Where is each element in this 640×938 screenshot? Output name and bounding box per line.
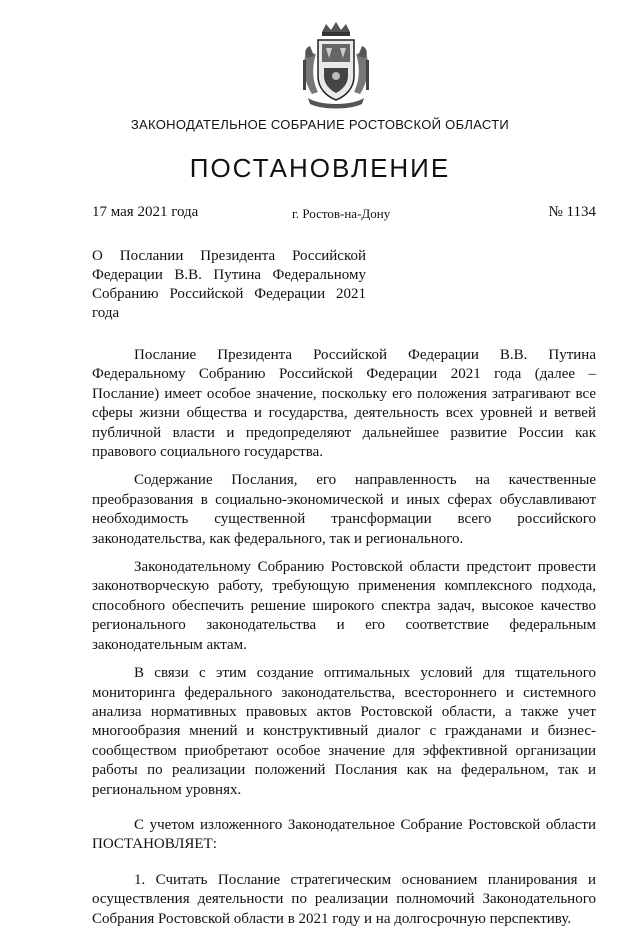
document-date: 17 мая 2021 года — [92, 204, 199, 220]
document-body — [92, 346, 596, 938]
organization-name: ЗАКОНОДАТЕЛЬНОЕ СОБРАНИЕ РОСТОВСКОЙ ОБЛАСТИ — [130, 117, 510, 132]
coat-of-arms-icon — [300, 22, 372, 110]
document-city: г. Ростов-на-Дону — [292, 206, 391, 221]
decree-lead-text: С учетом изложенного Законодательное Собрание Ростовской области — [134, 816, 596, 833]
emblem-drawing — [300, 22, 372, 110]
body-paragraph: Послание Президента Российской Федерации В.В. Путина Федеральному Собранию Российской Федерации 2021 года (далее – Послание) имеет особое значение, поскольку его положения затрагивают все сферы жизни общества и государства, деятельность всех уровней и ветвей публичной власти и предопределяют дальнейшее развитие России как правового социального государства. — [92, 347, 596, 461]
decree-lead — [92, 816, 596, 855]
body-paragraph: В связи с этим создание оптимальных условий для тщательного мониторинга федерального законодательства, всестороннего и системного анализа нормативных правовых актов Ростовской области, а также учет многообразия мнений и конструктивный диалог с гражданами и бизнес-сообществом приобретают особое значение для эффективной организации работы по реализации положений Послания как на федеральном, так и региональном уровнях. — [92, 665, 596, 798]
decree-item: 1. Считать Послание стратегическим основанием планирования и осуществления деятельности по реализации полномочий Законодательного Собрания Ростовской области в 2021 году и на долгосрочную перспективу. — [92, 871, 596, 927]
body-paragraph: Законодательному Собранию Ростовской области предстоит провести законотворческую работу, требующую применения комплексного подхода, способного обеспечить решение широкого спектра задач, высокое качество регионального законодательства и его соответствие федеральным законодательным актам. — [92, 559, 596, 653]
decree-keyword: ПОСТАНОВЛЯЕТ: — [92, 836, 217, 853]
body-paragraph: Содержание Послания, его направленность на качественные преобразования в социально-экономической и иных сферах обуславливают необходимость существенной трансформации всего российского законодательства, как федерального, так и регионального. — [92, 472, 596, 547]
document-subject: О Послании Президента Российской Федерации В.В. Путина Федеральному Собранию Российской Федерации 2021 года — [92, 248, 366, 321]
document-type-title: ПОСТАНОВЛЕНИЕ — [189, 153, 451, 183]
document-number: № 1134 — [548, 204, 596, 220]
